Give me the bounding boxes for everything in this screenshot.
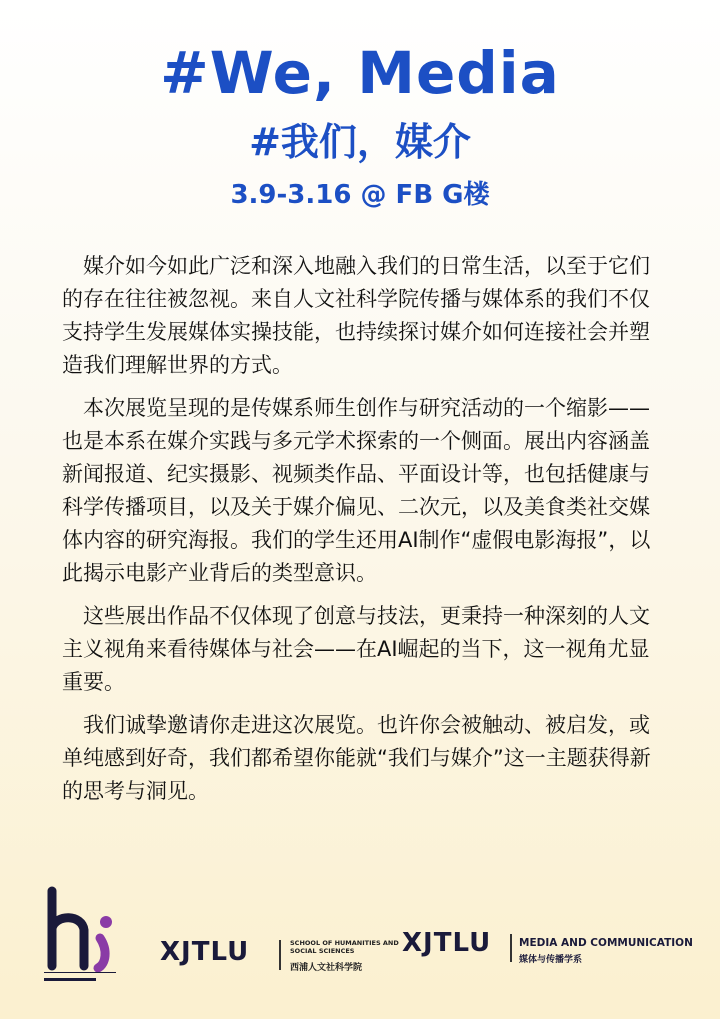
divider: [279, 940, 281, 970]
paragraph-3: 这些展出作品不仅体现了创意与技法，更秉持一种深刻的人文主义视角来看待媒体与社会——在AI崛起的当下，这一视角尤显重要。: [62, 604, 650, 694]
hi-logo-icon: [42, 886, 118, 986]
department-name-cn: 媒体与传播学系: [519, 955, 583, 965]
department-name-en: MEDIA AND COMMUNICATION: [519, 937, 693, 949]
paragraph-4: 我们诚挚邀请你走进这次展览。也许你会被触动、被启发，或单纯感到好奇，我们都希望你能就“我们与媒介”这一主题获得新的思考与洞见。: [62, 713, 651, 803]
page-title: #We, Media: [160, 39, 560, 107]
date-location: 3.9-3.16 @ FB G楼: [230, 180, 490, 210]
paragraph-2: 本次展览呈现的是传媒系师生创作与研究活动的一个缩影——也是本系在媒介实践与多元学术探索的一个侧面。展出内容涵盖新闻报道、纪实摄影、视频类作品、平面设计等，也包括健康与科学传播项目，以及关于媒介偏见、二次元，以及美食类社交媒体内容的研究海报。我们的学生还用AI制作“虚假电影海报”，以此揭示电影产业背后的类型意识。: [62, 396, 651, 585]
xjtlu-logo-1: XJTLU: [160, 937, 250, 967]
school-name-en: SCHOOL OF HUMANITIES AND SOCIAL SCIENCES: [290, 939, 399, 955]
school-name-cn: 西浦人文社科学院: [290, 963, 363, 973]
intro-text: [62, 250, 662, 818]
paragraph-1: 媒介如今如此广泛和深入地融入我们的日常生活，以至于它们的存在往往被忽视。来自人文社科学院传播与媒体系的我们不仅支持学生发展媒体实操技能，也持续探讨媒介如何连接社会并塑造我们理解世界的方式。: [62, 254, 650, 377]
xjtlu-logo-2: XJTLU: [402, 928, 492, 958]
footer-logos: [0, 880, 720, 990]
divider: [510, 934, 512, 962]
page-subtitle: #我们，媒介: [249, 120, 471, 164]
